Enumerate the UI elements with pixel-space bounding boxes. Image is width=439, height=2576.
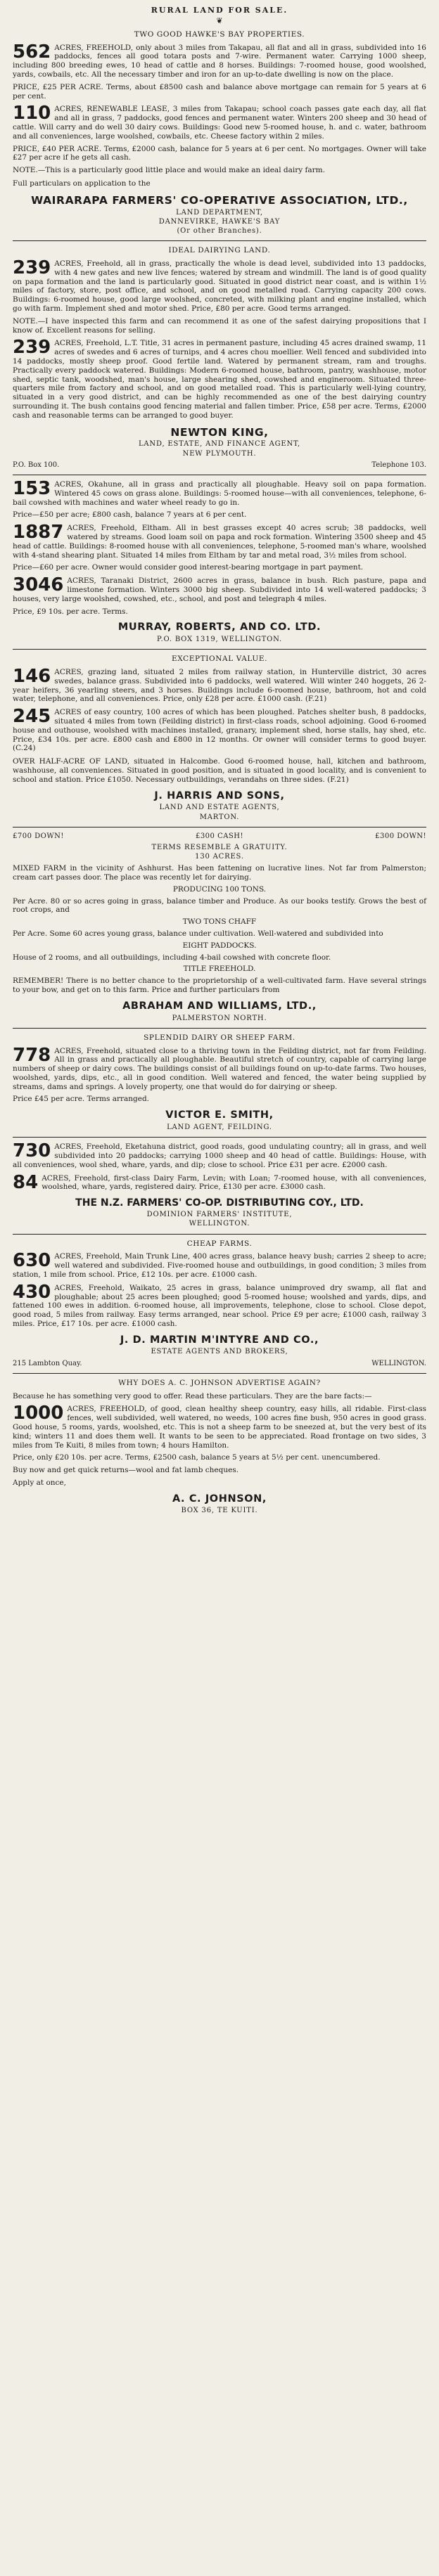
listing-price: Price—£50 per acre; £800 cash, balance 7 years at 6 per cent. (13, 510, 247, 520)
agent-place: MARTON. (199, 813, 240, 821)
divider (13, 649, 426, 650)
agent-box: P.O. BOX 1319, WELLINGTON. (156, 636, 283, 644)
listing-110-acres (13, 105, 426, 175)
acreage-number: 730 (13, 1140, 51, 1162)
listing-239-acres-b (13, 339, 426, 420)
acreage-number: 430 (13, 1281, 51, 1303)
agent-contact-row (13, 461, 426, 470)
listing-text: ACRES, Freehold, Eketahuna district, good roads, good undulating country; all in grass, and well subdivided into 20 paddocks; carrying 1000 sheep and 40 head of cattle. Buildings: House, with all conveniences, wool shed, whare, yards, and dip; close to school. Price £31 per acre. £2000 cash. (13, 1142, 426, 1169)
po-box: P.O. Box 100. (13, 461, 60, 469)
listing-text: ACRES, Freehold, first-class Dairy Farm, Levin; with Loan; 7-roomed house, with all conveniences, woolshed, whare, yards, registered dairy. Price, £130 per acre. £3000 cash. (42, 1173, 426, 1192)
agent-victor-smith: VICTOR E. SMITH, (165, 1109, 274, 1121)
cash-right: £300 DOWN! (375, 832, 426, 840)
listing-430-acres (13, 1281, 426, 1329)
acreage-number: 146 (13, 666, 51, 688)
listing-text: ACRES of easy country, 100 acres of which has been ploughed. Patches shelter bush, 8 paddocks, situated 4 miles from town (Feilding district) in first-class roads, school adjoining. Good 6-roomed house and outhouse, woolshed with machines installed, granary, implement shed, horse stalls, hay shed, etc. Price, £34 10s. per acre. £800 cash and £800 in 12 months. Or owner will consider terms to good buyer. (13, 708, 426, 744)
listing-half-acre (13, 757, 426, 784)
agent-place: DANNEVIRKE, HAWKE'S BAY (158, 217, 281, 226)
listing-153-acres (13, 480, 426, 520)
page-header: RURAL LAND FOR SALE. (151, 6, 288, 15)
agent-sub: LAND AND ESTATE AGENTS, (159, 804, 280, 812)
particulars-line: Full particulars on application to the (13, 179, 151, 188)
divider (13, 1373, 426, 1374)
listing-note: NOTE.—I have inspected this farm and can recommend it as one of the safest dairying propositions that I know of. Excellent reasons for selling. (13, 316, 426, 335)
listing-text: ACRES, Freehold, situated close to a thriving town in the Feilding district, not far from Feilding. All in grass and practically all ploughable. Beautiful stretch of country, capable of carrying large numbers of sheep or dairy cows. The buildings consist of all buildings found on up-to-date farms. Two houses, woolshed, yards, dips, etc., all in good condition. Well watered and fenced, the water being supplied by streams, dams and springs. A lovely property, one that would do for dairying or sheep. (13, 1046, 426, 1091)
agent-place: NEW PLYMOUTH. (182, 449, 257, 458)
agent-murray-roberts: MURRAY, ROBERTS, AND CO. LTD. (117, 622, 322, 633)
agent-martin-mintyre: J. D. MARTIN M'INTYRE AND CO., (120, 1334, 319, 1346)
acreage-number: 3046 (13, 574, 64, 596)
divider (13, 240, 426, 241)
listing-price: Price, £9 10s. per acre. Terms. (13, 607, 128, 616)
listing-84-acres (13, 1171, 426, 1193)
apply-line: Apply at once, (13, 1479, 66, 1487)
agent-sub: ESTATE AGENTS AND BROKERS, (151, 1348, 288, 1356)
title-heading: TITLE FREEHOLD. (183, 965, 256, 974)
listing-price: PRICE, £40 PER ACRE. Terms, £2000 cash, balance for 5 years at 6 per cent. No mortgages. Owner will take £27 per acre if he gets all cash. (13, 144, 426, 162)
listing-730-acres (13, 1142, 426, 1169)
agent-wairarapa: WAIRARAPA FARMERS' CO-OPERATIVE ASSOCIATION, LTD., (31, 193, 408, 207)
listing-562-acres (13, 41, 426, 101)
agent-newton-king: NEWTON KING, (170, 425, 269, 439)
listing-text: ACRES, Freehold, L.T. Title, 31 acres in permanent pasture, including 45 acres drained swamp, 11 acres of swedes and 6 acres of turnips, and 4 acres chou moellier. Well fenced and subdivided into 14 paddocks, mostly sheep proof. Good fertile land. Watered by permanent stream, ram and troughs. Practically every paddock watered. Buildings: Modern 6-roomed house, bathroom, pantry, washhouse, motor shed, septic tank, woodshed, man's house, large shearing shed, cowshed and engineroom. Situated three-quarters mile from factory and school, and on good metalled road. This is particularly well-lying country, situated in a very good district, and can be highly recommended as one of the best dairying country surrounding it. The bush contains good fencing material and fallen timber. Price, £58 per acre. Terms, £2000 cash and reasonable terms can be arranged to good buyer. (13, 339, 426, 420)
listing-price: Price £45 per acre. Terms arranged. (13, 1095, 150, 1104)
cash-row (13, 832, 426, 841)
listing-text: ACRES, Freehold, all in grass, practically the whole is dead level, subdivided into 13 paddocks, with 4 new gates and new live fences; watered by stream and windmill. The land is of good quality on papa formation and the land is particularly good. Situated in good district near coast, and is within 1½ miles of factory, store, post office, and school, and on good metalled road. Carrying capacity 200 cows. Buildings: 6-roomed house, good large woolshed, concreted, with milking plant and engine installed, which go with farm. Implement shed and motor shed. Price, £80 per acre. Good terms arranged. (13, 259, 426, 314)
section-heading-dairying: IDEAL DAIRYING LAND. (168, 246, 271, 255)
acreage-number: 110 (13, 103, 51, 124)
acreage-number: 778 (13, 1044, 51, 1066)
agent-place: PALMERSTON NORTH. (172, 1014, 267, 1022)
listing-1000-acres (13, 1405, 426, 1487)
agent-place: WELLINGTON. (189, 1220, 250, 1228)
agent-johnson: A. C. JOHNSON, (172, 1493, 267, 1505)
listing-text: ACRES, Okahune, all in grass and practically all ploughable. Heavy soil on papa formation. Wintered 45 cows on grass alone. Buildings: 5-roomed house—with all conveniences, telephone, 6-bail cowshed with machines and water wheel ready to go in. (13, 480, 426, 507)
listing-3046-acres (13, 574, 426, 616)
listing-ref: (F.21) (327, 775, 349, 784)
produce-heading: PRODUCING 100 TONS. (172, 884, 267, 894)
divider (13, 1028, 426, 1029)
agent-branches: (Or other Branches). (177, 227, 262, 236)
listing-text: ACRES, FREEHOLD, of good, clean healthy sheep country, easy hills, all ridable. First-class fences, well subdivided, well watered, no weeds, 100 acres fine bush, 950 acres in good grass. Good house, 5 rooms, yards, woolshed, etc. This is not a sheep farm to be sneezed at, but the very best of its kind; winters 11 and does them well. It wants to be seen to be appreciated. Road frontage on two sides, 3 miles from Te Kuiti, 8 miles from town; 4 hours Hamilton. (13, 1405, 426, 1450)
produce-text: Per Acre. 80 or so acres going in grass, balance timber and Produce. As our books testify. Grows the best of root crops, and (13, 896, 426, 915)
listing-245-acres (13, 708, 426, 753)
section-heading-splendid: SPLENDID DAIRY OR SHEEP FARM. (144, 1033, 295, 1042)
listing-text: ACRES, Freehold, Main Trunk Line, 400 acres grass, balance heavy bush; carries 2 sheep to acre; well watered and subdivided. Five-roomed house and outbuildings, in good condition; 3 miles from station, 1 mile from school. Price, £12 10s. per acre. £1000 cash. (13, 1252, 426, 1279)
paddocks-heading: EIGHT PADDOCKS. (182, 941, 257, 950)
agent-box: BOX 36, TE KUITI. (181, 1507, 258, 1515)
paddocks-text: House of 2 rooms, and all outbuildings, including 4-bail cowshed with concrete floor. (13, 953, 331, 962)
agent-dept: LAND DEPARTMENT, (176, 208, 263, 217)
agent-sub: LAND, ESTATE, AND FINANCE AGENT, (138, 440, 301, 449)
ornament-icon: ❦ (216, 16, 223, 26)
listing-1887-acres (13, 524, 426, 572)
acreage-number: 1887 (13, 522, 64, 543)
acreage-number: 84 (13, 1171, 39, 1193)
listing-price: Price, only £20 10s. per acre. Terms, £2500 cash, balance 5 years at 5½ per cent. unencumbered. (13, 1453, 381, 1462)
listing-778-acres (13, 1044, 426, 1105)
remember-text: REMEMBER! There is no better chance to the proprietorship of a well-cultivated farm. Have several strings to your bow, and get on to this farm. Price and further particulars from (13, 977, 426, 995)
listing-text: ACRES, FREEHOLD, only about 3 miles from Takapau, all flat and all in grass, subdivided into 16 paddocks, fences all good totara posts and 7-wire. Permanent water. Carrying 1000 sheep, including 800 breeding ewes, 10 head of cattle and 8 horses. Buildings: 7-roomed house, good woolshed, yards, cowbails, etc. All the necessary timber and iron for an up-to-date dwelling is now on the place. (13, 43, 426, 79)
listing-ref: (F.21) (305, 695, 327, 704)
listing-text: OVER HALF-ACRE OF LAND, situated in Halcombe. Good 6-roomed house, hall, kitchen and bathroom, washhouse, all conveniences. Situated in good position, and is situated in good locality, and is convenient to school and station. Price £1050. Necessary outbuildings, verandahs on three sides. (13, 757, 426, 784)
mixed-farm-listing (13, 864, 426, 995)
listing-ref: (C.24) (13, 744, 36, 753)
divider (13, 1234, 426, 1235)
listing-text: ACRES, RENEWABLE LEASE, 3 miles from Takapau; school coach passes gate each day, all flat and all in grass, 7 paddocks, good fences and permanent water. Winters 200 sheep and 30 head of cattle. Will carry and do well 30 dairy cows. Buildings: Good new 5-roomed house, h. and c. water, bathroom and all conveniences, large woolshed, cowbails, etc. Cheese factory within 2 miles. (13, 105, 426, 141)
listing-text: ACRES, Taranaki District, 2600 acres in grass, balance in bush. Rich pasture, papa and limestone formation. Winters 3000 big sheep. Subdivided into 14 well-watered paddocks; 3 houses, very large woolshed, cowshed, etc., school, and post and telegraph 4 miles. (13, 577, 426, 603)
listing-text: MIXED FARM in the vicinity of Ashhurst. Has been fattening on lucrative lines. Not far from Palmerston; cream cart passes door. The place was recently let for dairying. (13, 864, 426, 882)
listing-text: ACRES, grazing land, situated 2 miles from railway station, in Hunterville district, 30 acres swedes, balance grass. Subdivided into 6 paddocks, well watered. Will winter 240 hoggets, 26 2-year heifers, 36 yearling steers, and 3 horses. Buildings include 6-roomed house, bathroom, hot and cold water, telephone, and all conveniences. Price, only £28 per acre. £1000 cash. (13, 668, 426, 704)
agent-abraham-williams: ABRAHAM AND WILLIAMS, LTD., (122, 1000, 317, 1012)
acres-line: 130 ACRES. (195, 853, 244, 861)
terms-line: TERMS RESEMBLE A GRATUITY. (151, 843, 288, 851)
acreage-number: 630 (13, 1250, 51, 1272)
chaff-text: Per Acre. Some 60 acres young grass, balance under cultivation. Well-watered and subdivided into (13, 929, 383, 939)
chaff-heading: TWO TONS CHAFF (182, 917, 257, 927)
divider (13, 1137, 426, 1138)
listing-239-acres-a (13, 259, 426, 335)
agent-harris: J. HARRIS AND SONS, (154, 790, 285, 801)
agent-sub: DOMINION FARMERS' INSTITUTE, (146, 1211, 293, 1219)
acreage-number: 1000 (13, 1403, 64, 1424)
telephone: Telephone 103. (371, 461, 426, 469)
address-city: WELLINGTON. (371, 1359, 426, 1367)
section-heading-johnson: WHY DOES A. C. JOHNSON ADVERTISE AGAIN? (118, 1378, 321, 1387)
acreage-number: 239 (13, 257, 51, 279)
section-heading-cheap: CHEAP FARMS. (186, 1239, 253, 1248)
section-heading-hawkes-bay: TWO GOOD HAWKE'S BAY PROPERTIES. (134, 30, 305, 39)
listing-630-acres (13, 1252, 426, 1279)
listing-price: Price—£60 per acre. Owner would consider good interest-bearing mortgage in part payment. (13, 563, 364, 572)
listing-146-acres (13, 668, 426, 704)
cash-mid: £300 CASH! (195, 832, 244, 840)
acreage-number: 245 (13, 706, 51, 728)
johnson-intro: Because he has something very good to offer. Read these particulars. They are the bare facts:— (13, 1391, 372, 1400)
address-street: 215 Lambton Quay. (13, 1359, 82, 1367)
acreage-number: 239 (13, 337, 51, 359)
acreage-number: 153 (13, 478, 51, 500)
listing-note: NOTE.—This is a particularly good little place and would make an ideal dairy farm. (13, 166, 325, 175)
section-heading-exceptional: EXCEPTIONAL VALUE. (171, 655, 268, 664)
agent-nz-farmers: THE N.Z. FARMERS' CO-OP. DISTRIBUTING COY., LTD. (75, 1197, 364, 1209)
listing-price: PRICE, £25 PER ACRE. Terms, about £8500 cash and balance above mortgage can remain for 5 years at 6 per cent. (13, 82, 426, 101)
buy-now-line: Buy now and get quick returns—wool and fat lamb cheques. (13, 1466, 239, 1475)
agent-address-row (13, 1360, 426, 1368)
cash-left: £700 DOWN! (13, 832, 64, 840)
listing-text: ACRES, Freehold, Waikato, 25 acres in grass, balance unimproved dry swamp, all flat and ploughable; about 25 acres been ploughed; good 5-roomed house; woolshed and yards, dips, and fattened 100 ewes in addition. 6-roomed house, all improvements, telephone, close to school. Close depot, good road, 5 miles from railway. Easy terms arranged, near school. Price £9 per acre; £1000 cash, railway 3 miles. Price, £17 10s. per acre. £1000 cash. (13, 1283, 426, 1328)
acreage-number: 562 (13, 41, 51, 63)
listing-text: ACRES, Freehold, Eltham. All in best grasses except 40 acres scrub; 38 paddocks, well watered by streams. Good loam soil on papa and rock formation. Wintering 3500 sheep and 45 head of cattle. Buildings: 8-roomed house with all conveniences, telephone, 5-roomed man's whare, woolshed with 4-stand shearing plant. Situated 14 miles from Eltham by tar and metal road, 3½ miles from school. (13, 524, 426, 560)
agent-sub: LAND AGENT, FEILDING. (167, 1123, 272, 1131)
